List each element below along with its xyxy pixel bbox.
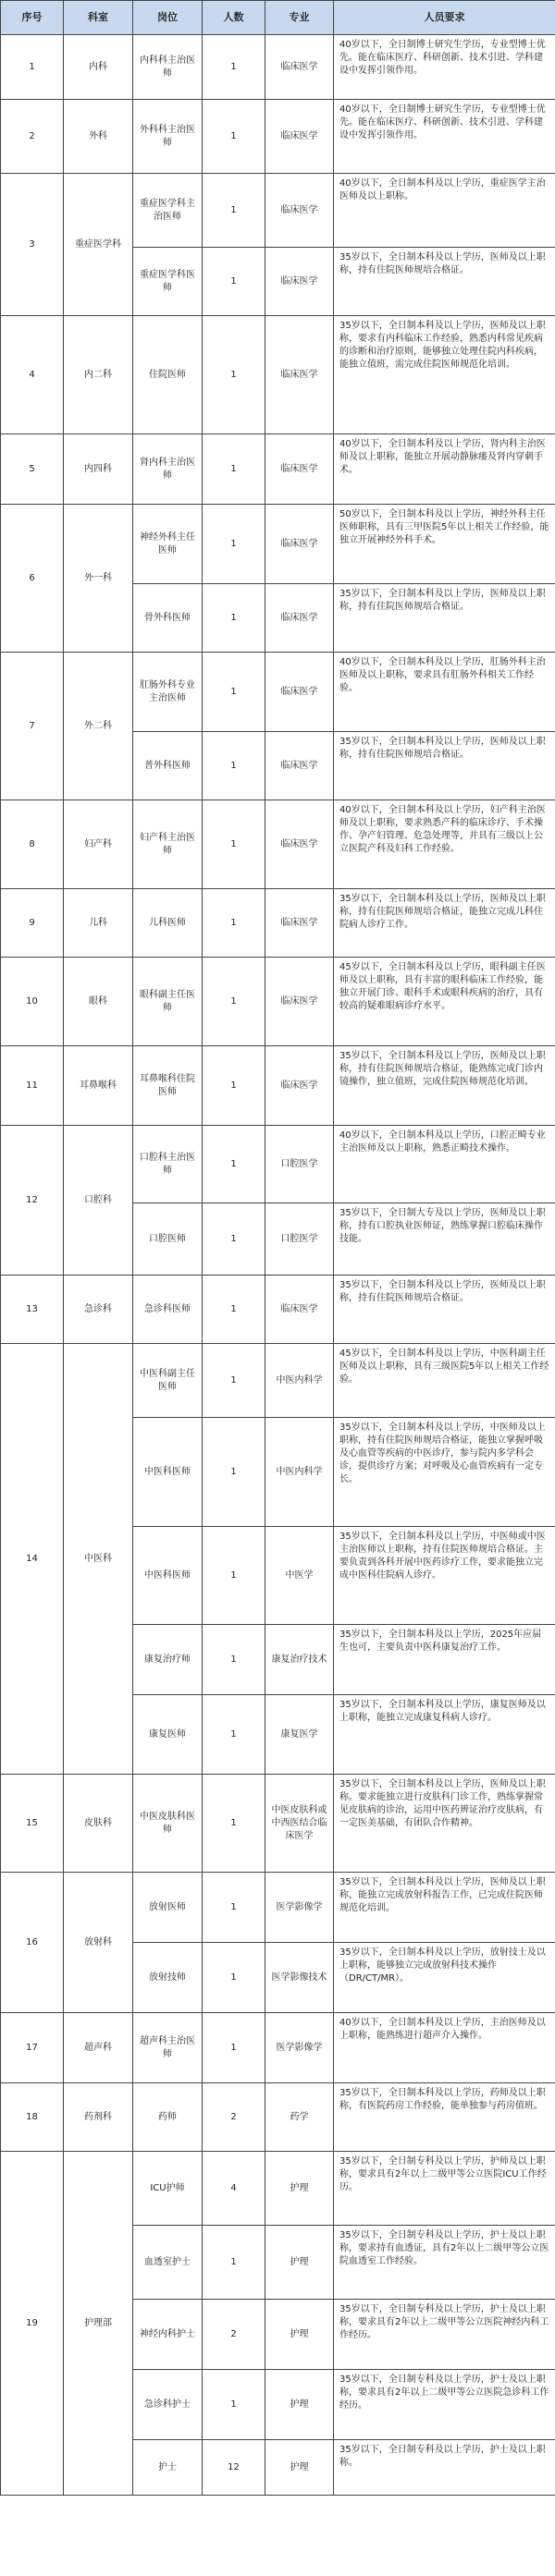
- post-cell: 内科科主治医师: [133, 35, 203, 100]
- count-cell: 2: [203, 2083, 265, 2152]
- dept-cell: 内二科: [64, 316, 133, 434]
- count-cell: 2: [203, 2300, 265, 2370]
- header-post: 岗位: [133, 1, 203, 35]
- header-seq: 序号: [1, 1, 64, 35]
- requirements-cell: 35岁以下，全日制专科及以上学历，护士及以上职称。: [334, 2440, 555, 2496]
- requirements-cell: 35岁以下，全日制专科及以上学历，护师及以上职称，要求具有2年以上二级甲等公立医院ICU工作经历。: [334, 2152, 555, 2226]
- dept-cell: 超声科: [64, 2013, 133, 2083]
- table-row: [1, 1046, 555, 1126]
- count-cell: 1: [203, 1775, 265, 1873]
- table-row: [1, 174, 555, 248]
- requirements-cell: 35岁以下，全日制本科及以上学历，2025年应届生也可，主要负责中医科康复治疗工作。: [334, 1625, 555, 1695]
- seq-cell: 7: [1, 653, 64, 800]
- major-cell: 中医皮肤科或中西医结合临床医学: [265, 1775, 334, 1873]
- seq-cell: 8: [1, 800, 64, 889]
- major-cell: 临床医学: [265, 584, 334, 653]
- table-row: [1, 1276, 555, 1344]
- requirements-cell: 35岁以下，全日制本科及以上学历，医师及以上职称，要求有内科临床工作经验，熟悉内科常见疾病的诊断和治疗原则，能够独立处理住院内科疾病，能独立值班，需完成住院医师规范化培训。: [334, 316, 555, 434]
- count-cell: 1: [203, 1625, 265, 1695]
- header-dept: 科室: [64, 1, 133, 35]
- dept-cell: 外一科: [64, 505, 133, 653]
- seq-cell: 1: [1, 35, 64, 100]
- count-cell: 1: [203, 1873, 265, 1943]
- major-cell: 临床医学: [265, 35, 334, 100]
- post-cell: 康复治疗师: [133, 1625, 203, 1695]
- count-cell: 1: [203, 316, 265, 434]
- table-row: [1, 316, 555, 434]
- count-cell: 1: [203, 174, 265, 248]
- header-major: 专业: [265, 1, 334, 35]
- major-cell: 中医内科学: [265, 1418, 334, 1527]
- major-cell: 中医内科学: [265, 1344, 334, 1418]
- count-cell: 1: [203, 1126, 265, 1203]
- dept-cell: 急诊科: [64, 1276, 133, 1344]
- post-cell: 放射技师: [133, 1943, 203, 2013]
- table-row: [1, 1344, 555, 1418]
- major-cell: 临床医学: [265, 434, 334, 505]
- post-cell: 血透室护士: [133, 2226, 203, 2300]
- count-cell: 1: [203, 1276, 265, 1344]
- major-cell: 临床医学: [265, 100, 334, 174]
- major-cell: 临床医学: [265, 1276, 334, 1344]
- count-cell: 1: [203, 1418, 265, 1527]
- requirements-cell: 35岁以下，全日制本科及以上学历，中医师或中医主治医师以上职称，持有住院医师规培合格证。主要负责到各科开展中医药诊疗工作，要求能独立完成中医科住院病人诊疗。: [334, 1527, 555, 1625]
- dept-cell: 药剂科: [64, 2083, 133, 2152]
- table-row: [1, 1873, 555, 1943]
- requirements-cell: 35岁以下，全日制本科及以上学历，医师及以上职称，持有住院医师规培合格证，能熟练完成门诊内镜操作，独立值班，完成住院医师规范化培训。: [334, 1046, 555, 1126]
- dept-cell: 内科: [64, 35, 133, 100]
- requirements-cell: 35岁以下，全日制本科及以上学历，医师及以上职称，持有住院医师规培合格证，能独立完成儿科住院病人诊疗工作。: [334, 889, 555, 958]
- table-row: [1, 2013, 555, 2083]
- post-cell: 护士: [133, 2440, 203, 2496]
- post-cell: 重症医学科主治医师: [133, 174, 203, 248]
- requirements-cell: 50岁以下，全日制本科及以上学历，神经外科主任医师职称，具有三甲医院5年以上相关工作经验，能独立开展神经外科手术。: [334, 505, 555, 584]
- post-cell: 中医皮肤科医师: [133, 1775, 203, 1873]
- requirements-cell: 40岁以下，全日制本科及以上学历，肛肠外科主治医师及以上职称，要求具有肛肠外科相关工作经验。: [334, 653, 555, 732]
- count-cell: 1: [203, 584, 265, 653]
- table-row: [1, 800, 555, 889]
- post-cell: 药师: [133, 2083, 203, 2152]
- post-cell: 中医科医师: [133, 1527, 203, 1625]
- requirements-cell: 40岁以下，全日制本科及以上学历，口腔正畸专业主治医师及以上职称，熟悉正畸技术操作。: [334, 1126, 555, 1203]
- table-row: [1, 100, 555, 174]
- major-cell: 临床医学: [265, 174, 334, 248]
- major-cell: 护理: [265, 2226, 334, 2300]
- seq-cell: 5: [1, 434, 64, 505]
- major-cell: 临床医学: [265, 889, 334, 958]
- post-cell: 重症医学科医师: [133, 248, 203, 316]
- major-cell: 临床医学: [265, 653, 334, 732]
- count-cell: 1: [203, 889, 265, 958]
- requirements-cell: 35岁以下，全日制本科及以上学历，医师及以上职称，能独立完成放射科报告工作，已完成住院医师规范化培训。: [334, 1873, 555, 1943]
- seq-cell: 6: [1, 505, 64, 653]
- count-cell: 1: [203, 1344, 265, 1418]
- major-cell: 临床医学: [265, 800, 334, 889]
- major-cell: 医学影像学: [265, 1873, 334, 1943]
- table-row: [1, 653, 555, 732]
- header-requirements: 人员要求: [334, 1, 555, 35]
- table-row: [1, 889, 555, 958]
- major-cell: 护理: [265, 2370, 334, 2440]
- header-row: [1, 1, 555, 35]
- major-cell: 临床医学: [265, 1046, 334, 1126]
- post-cell: 放射医师: [133, 1873, 203, 1943]
- major-cell: 护理: [265, 2152, 334, 2226]
- requirements-cell: 35岁以下，全日制本科及以上学历，放射技士及以上职称，能够独立完成放射科技术操作（DR/CT/MR）。: [334, 1943, 555, 2013]
- dept-cell: 儿科: [64, 889, 133, 958]
- dept-cell: 皮肤科: [64, 1775, 133, 1873]
- post-cell: 口腔医师: [133, 1203, 203, 1276]
- count-cell: 1: [203, 958, 265, 1046]
- major-cell: 医学影像学: [265, 2013, 334, 2083]
- requirements-cell: 35岁以下，全日制本科及以上学历，医师及以上职称，持有住院医师规培合格证。: [334, 584, 555, 653]
- seq-cell: 19: [1, 2152, 64, 2496]
- count-cell: 1: [203, 1527, 265, 1625]
- requirements-cell: 40岁以下，全日制博士研究生学历，专业型博士优先。能在临床医疗、科研创新、技术引进、学科建设中发挥引领作用。: [334, 100, 555, 174]
- dept-cell: 口腔科: [64, 1126, 133, 1276]
- seq-cell: 3: [1, 174, 64, 316]
- major-cell: 临床医学: [265, 505, 334, 584]
- count-cell: 1: [203, 732, 265, 800]
- seq-cell: 17: [1, 2013, 64, 2083]
- post-cell: 住院医师: [133, 316, 203, 434]
- requirements-cell: 35岁以下，全日制本科及以上学历，医师及以上职称，持有住院医师规培合格证。: [334, 732, 555, 800]
- requirements-cell: 35岁以下，全日制本科及以上学历，医师及以上职称，持有住院医师规培合格证。: [334, 248, 555, 316]
- post-cell: ICU护师: [133, 2152, 203, 2226]
- post-cell: 妇产科主治医师: [133, 800, 203, 889]
- major-cell: 护理: [265, 2440, 334, 2496]
- table-row: [1, 2083, 555, 2152]
- requirements-cell: 35岁以下，全日制本科及以上学历，康复医师及以上职称，能独立完成康复科病人诊疗。: [334, 1695, 555, 1775]
- count-cell: 1: [203, 653, 265, 732]
- post-cell: 眼科副主任医师: [133, 958, 203, 1046]
- requirements-cell: 35岁以下，全日制本科及以上学历，中医师及以上职称，持有住院医师规培合格证，能独立掌握呼吸及心血管等疾病的中医诊疗，参与院内多学科会诊，提供诊疗方案；对呼吸及心血管疾病有一定专长。: [334, 1418, 555, 1527]
- count-cell: 12: [203, 2440, 265, 2496]
- requirements-cell: 40岁以下，全日制本科及以上学历，肾内科主治医师及以上职称，能独立开展动静脉瘘及肾内穿刺手术。: [334, 434, 555, 505]
- post-cell: 康复医师: [133, 1695, 203, 1775]
- count-cell: 1: [203, 434, 265, 505]
- table-row: [1, 1775, 555, 1873]
- major-cell: 口腔医学: [265, 1126, 334, 1203]
- seq-cell: 11: [1, 1046, 64, 1126]
- table-row: [1, 434, 555, 505]
- dept-cell: 重症医学科: [64, 174, 133, 316]
- requirements-cell: 35岁以下，全日制专科及以上学历，护士及以上职称，要求具有2年以上二级甲等公立医院神经内科工作经历。: [334, 2300, 555, 2370]
- post-cell: 耳鼻喉科住院医师: [133, 1046, 203, 1126]
- major-cell: 临床医学: [265, 316, 334, 434]
- post-cell: 外科科主治医师: [133, 100, 203, 174]
- count-cell: 1: [203, 248, 265, 316]
- post-cell: 急诊科医师: [133, 1276, 203, 1344]
- major-cell: 药学: [265, 2083, 334, 2152]
- count-cell: 1: [203, 505, 265, 584]
- count-cell: 1: [203, 100, 265, 174]
- requirements-cell: 40岁以下，全日制本科及以上学历，主治医师及以上职称，能熟练进行超声介入操作。: [334, 2013, 555, 2083]
- seq-cell: 2: [1, 100, 64, 174]
- count-cell: 1: [203, 800, 265, 889]
- major-cell: 临床医学: [265, 958, 334, 1046]
- seq-cell: 12: [1, 1126, 64, 1276]
- requirements-cell: 40岁以下，全日制本科及以上学历，重症医学主治医师及以上职称。: [334, 174, 555, 248]
- post-cell: 急诊科护士: [133, 2370, 203, 2440]
- count-cell: 1: [203, 2370, 265, 2440]
- count-cell: 1: [203, 2226, 265, 2300]
- seq-cell: 13: [1, 1276, 64, 1344]
- requirements-cell: 35岁以下，全日制专科及以上学历，护士及以上职称，要求具有2年以上二级甲等公立医院急诊科工作经历。: [334, 2370, 555, 2440]
- post-cell: 神经内科护士: [133, 2300, 203, 2370]
- requirements-cell: 35岁以下，全日制本科及以上学历，医师及以上职称，持有住院医师规培合格证。: [334, 1276, 555, 1344]
- count-cell: 1: [203, 1695, 265, 1775]
- requirements-cell: 35岁以下，全日制专科及以上学历，护士及以上职称，要求持有血透证，具有2年以上二级甲等公立医院血透室工作经验。: [334, 2226, 555, 2300]
- post-cell: 超声科主治医师: [133, 2013, 203, 2083]
- table-row: [1, 1126, 555, 1203]
- count-cell: 1: [203, 1046, 265, 1126]
- dept-cell: 中医科: [64, 1344, 133, 1775]
- seq-cell: 16: [1, 1873, 64, 2013]
- table-row: [1, 958, 555, 1046]
- count-cell: 1: [203, 1943, 265, 2013]
- major-cell: 临床医学: [265, 732, 334, 800]
- seq-cell: 18: [1, 2083, 64, 2152]
- major-cell: 护理: [265, 2300, 334, 2370]
- count-cell: 1: [203, 2013, 265, 2083]
- post-cell: 儿科医师: [133, 889, 203, 958]
- count-cell: 4: [203, 2152, 265, 2226]
- dept-cell: 外科: [64, 100, 133, 174]
- dept-cell: 外二科: [64, 653, 133, 800]
- post-cell: 神经外科主任医师: [133, 505, 203, 584]
- requirements-cell: 45岁以下，全日制本科及以上学历，中医科副主任医师及以上职称，具有三级医院5年以上相关工作经验。: [334, 1344, 555, 1418]
- dept-cell: 护理部: [64, 2152, 133, 2496]
- requirements-cell: 40岁以下，全日制本科及以上学历，妇产科主治医师及以上职称，要求熟悉产科的临床诊疗、手术操作、孕产妇管理、危急处理等，并具有三级以上公立医院产科及妇科工作经验。: [334, 800, 555, 889]
- dept-cell: 放射科: [64, 1873, 133, 2013]
- table-row: [1, 35, 555, 100]
- dept-cell: 眼科: [64, 958, 133, 1046]
- requirements-cell: 35岁以下，全日制本科及以上学历，药师及以上职称，有医院药房工作经验，能单独参与药房值班。: [334, 2083, 555, 2152]
- seq-cell: 9: [1, 889, 64, 958]
- header-count: 人数: [203, 1, 265, 35]
- post-cell: 普外科医师: [133, 732, 203, 800]
- major-cell: 中医学: [265, 1527, 334, 1625]
- seq-cell: 14: [1, 1344, 64, 1775]
- dept-cell: 妇产科: [64, 800, 133, 889]
- post-cell: 中医科副主任医师: [133, 1344, 203, 1418]
- seq-cell: 15: [1, 1775, 64, 1873]
- seq-cell: 10: [1, 958, 64, 1046]
- requirements-cell: 40岁以下，全日制博士研究生学历，专业型博士优先。能在临床医疗、科研创新、技术引进、学科建设中发挥引领作用。: [334, 35, 555, 100]
- major-cell: 康复治疗技术: [265, 1625, 334, 1695]
- requirements-cell: 35岁以下，全日制大专及以上学历，医师及以上职称，持有口腔执业医师证，熟练掌握口腔临床操作技能。: [334, 1203, 555, 1276]
- post-cell: 肛肠外科专业主治医师: [133, 653, 203, 732]
- major-cell: 康复医学: [265, 1695, 334, 1775]
- major-cell: 医学影像技术: [265, 1943, 334, 2013]
- post-cell: 骨外科医师: [133, 584, 203, 653]
- table-row: [1, 505, 555, 584]
- requirements-cell: 35岁以下，全日制本科及以上学历，医师及以上职称。要求能独立进行皮肤科门诊工作，熟练掌握常见皮肤病的诊治，运用中医药辨证治疗皮肤病，有一定医美基础，有团队合作精神。: [334, 1775, 555, 1873]
- count-cell: 1: [203, 35, 265, 100]
- dept-cell: 内四科: [64, 434, 133, 505]
- major-cell: 口腔医学: [265, 1203, 334, 1276]
- requirements-cell: 45岁以下，全日制本科及以上学历，眼科副主任医师及以上职称，具有丰富的眼科临床工作经验，能独立开展门诊、眼科手术或眼科疾病的治疗，具有较高的疑难眼病诊疗水平。: [334, 958, 555, 1046]
- post-cell: 中医科医师: [133, 1418, 203, 1527]
- table-row: [1, 2152, 555, 2226]
- seq-cell: 4: [1, 316, 64, 434]
- count-cell: 1: [203, 1203, 265, 1276]
- major-cell: 临床医学: [265, 248, 334, 316]
- dept-cell: 耳鼻喉科: [64, 1046, 133, 1126]
- post-cell: 肾内科主治医师: [133, 434, 203, 505]
- post-cell: 口腔科主治医师: [133, 1126, 203, 1203]
